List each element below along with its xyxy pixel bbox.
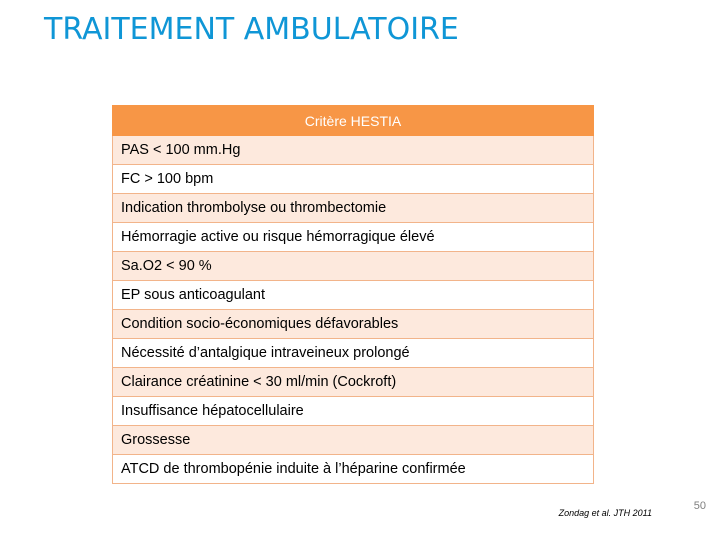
criterion-cell: FC > 100 bpm <box>113 165 594 194</box>
table-row <box>113 136 594 165</box>
criterion-cell: Insuffisance hépatocellulaire <box>113 397 594 426</box>
table-row <box>113 281 594 310</box>
criterion-cell: Hémorragie active ou risque hémorragique élevé <box>113 223 594 252</box>
table-row <box>113 310 594 339</box>
page-number: 50 <box>693 500 706 512</box>
criterion-cell: Clairance créatinine < 30 ml/min (Cockroft) <box>113 368 594 397</box>
table-row <box>113 426 594 455</box>
table-header-row <box>113 106 594 136</box>
criterion-cell: Sa.O2 < 90 % <box>113 252 594 281</box>
table-row <box>113 223 594 252</box>
criterion-cell: Grossesse <box>113 426 594 455</box>
table-row <box>113 194 594 223</box>
citation-reference: Zondag et al. JTH 2011 <box>558 508 652 518</box>
criterion-cell: PAS < 100 mm.Hg <box>113 136 594 165</box>
table-row <box>113 252 594 281</box>
criterion-cell: EP sous anticoagulant <box>113 281 594 310</box>
criterion-cell: ATCD de thrombopénie induite à l’héparine confirmée <box>113 455 594 484</box>
criterion-cell: Nécessité d’antalgique intraveineux prolongé <box>113 339 594 368</box>
table-row <box>113 368 594 397</box>
table-row <box>113 165 594 194</box>
table-header: Critère HESTIA <box>113 106 594 136</box>
criterion-cell: Indication thrombolyse ou thrombectomie <box>113 194 594 223</box>
hestia-criteria-table <box>112 105 594 484</box>
table-row <box>113 455 594 484</box>
table-row <box>113 397 594 426</box>
criterion-cell: Condition socio-économiques défavorables <box>113 310 594 339</box>
slide-title: TRAITEMENT AMBULATOIRE <box>44 12 459 47</box>
table-row <box>113 339 594 368</box>
